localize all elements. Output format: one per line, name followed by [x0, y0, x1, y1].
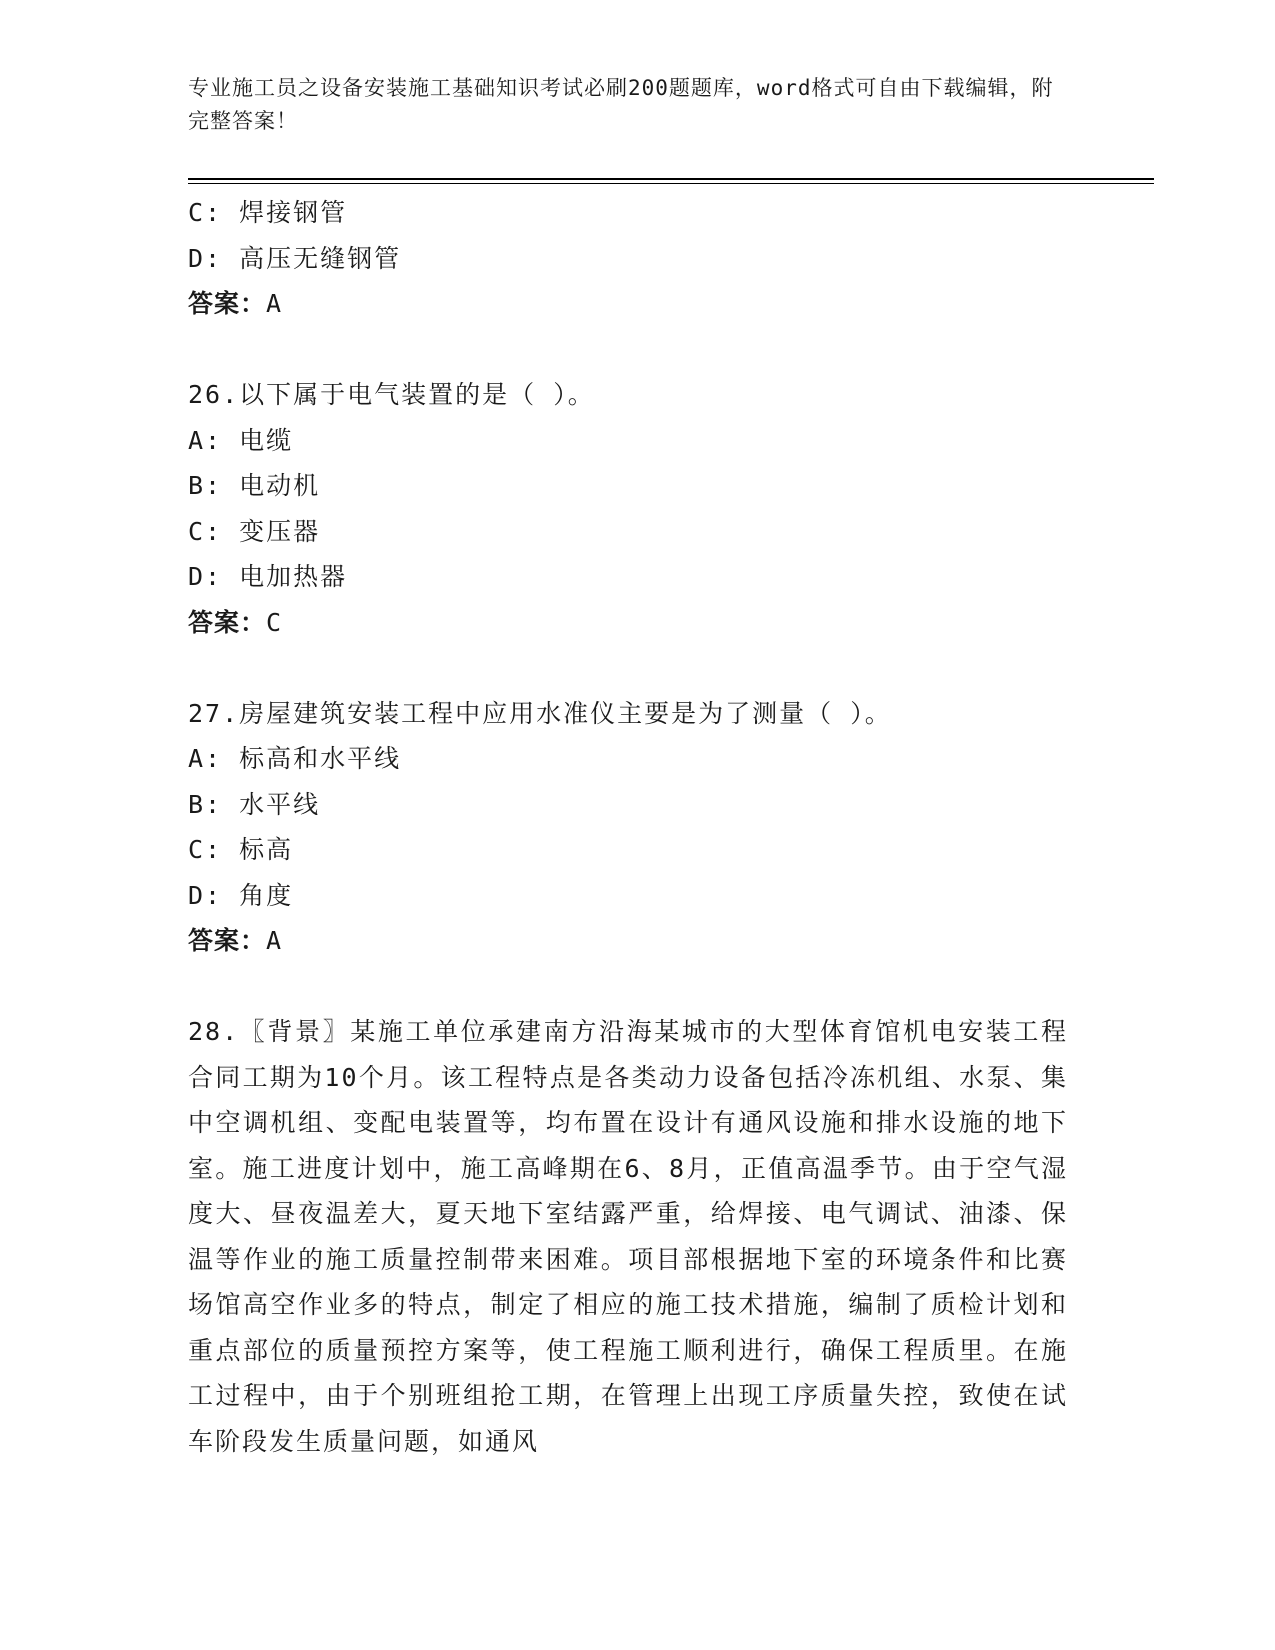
option-d: D: 高压无缝钢管 — [188, 243, 402, 273]
answer-label: 答案： — [188, 926, 267, 955]
answer-value: C — [266, 607, 283, 637]
answer-line — [188, 600, 1078, 646]
option-d: D: 电加热器 — [188, 562, 348, 591]
option-d: D: 角度 — [188, 880, 294, 910]
answer-label: 答案： — [188, 289, 267, 318]
document-header-title: 专业施工员之设备安装施工基础知识考试必刷200题题库，word格式可自由下载编辑，附完整答案！ — [188, 76, 1054, 133]
option-b: B: 水平线 — [188, 789, 321, 819]
question-28-background: 28.〖背景〗某施工单位承建南方沿海某城市的大型体育馆机电安装工程合同工期为10个月。该工程特点是各类动力设备包括冷冻机组、水泵、集中空调机组、变配电装置等，均布置在设计有通风设施和排水设施的地下室。施工进度计划中，施工高峰期在6、8月，正值高温季节。由于空气湿度大、昼夜温差大，夏天地下室结露严重，给焊接、电气调试、油漆、保温等作业的施工质量控制带来困难。项目部根据地下室的环境条件和比赛场馆高空作业多的特点，制定了相应的施工技术措施，编制了质检计划和重点部位的质量预控方案等，使工程施工顺利进行，确保工程质里。在施工过程中，由于个别班组抢工期，在管理上出现工序质量失控，致使在试车阶段发生质量问题，如通风 — [188, 1017, 1068, 1456]
answer-line — [188, 281, 1078, 327]
spacer — [188, 964, 1078, 1010]
spacer — [188, 645, 1078, 691]
header-rule-thick — [188, 178, 1154, 180]
question-27: 27.房屋建筑安装工程中应用水准仪主要是为了测量（ ）。 — [188, 698, 892, 728]
option-c: C: 焊接钢管 — [188, 198, 348, 227]
question-26: 26.以下属于电气装置的是（ ）。 — [188, 380, 595, 409]
option-a: A: 标高和水平线 — [188, 744, 402, 773]
answer-line — [188, 918, 1078, 964]
answer-value: A — [266, 289, 283, 318]
answer-label: 答案： — [188, 607, 267, 637]
spacer — [188, 327, 1078, 373]
option-a: A: 电缆 — [188, 425, 294, 455]
option-c: C: 变压器 — [188, 516, 321, 546]
document-body — [188, 190, 1078, 1464]
option-c: C: 标高 — [188, 835, 294, 864]
answer-value: A — [266, 926, 283, 955]
option-b: B: 电动机 — [188, 471, 321, 500]
header-rule-thin — [188, 183, 1154, 184]
